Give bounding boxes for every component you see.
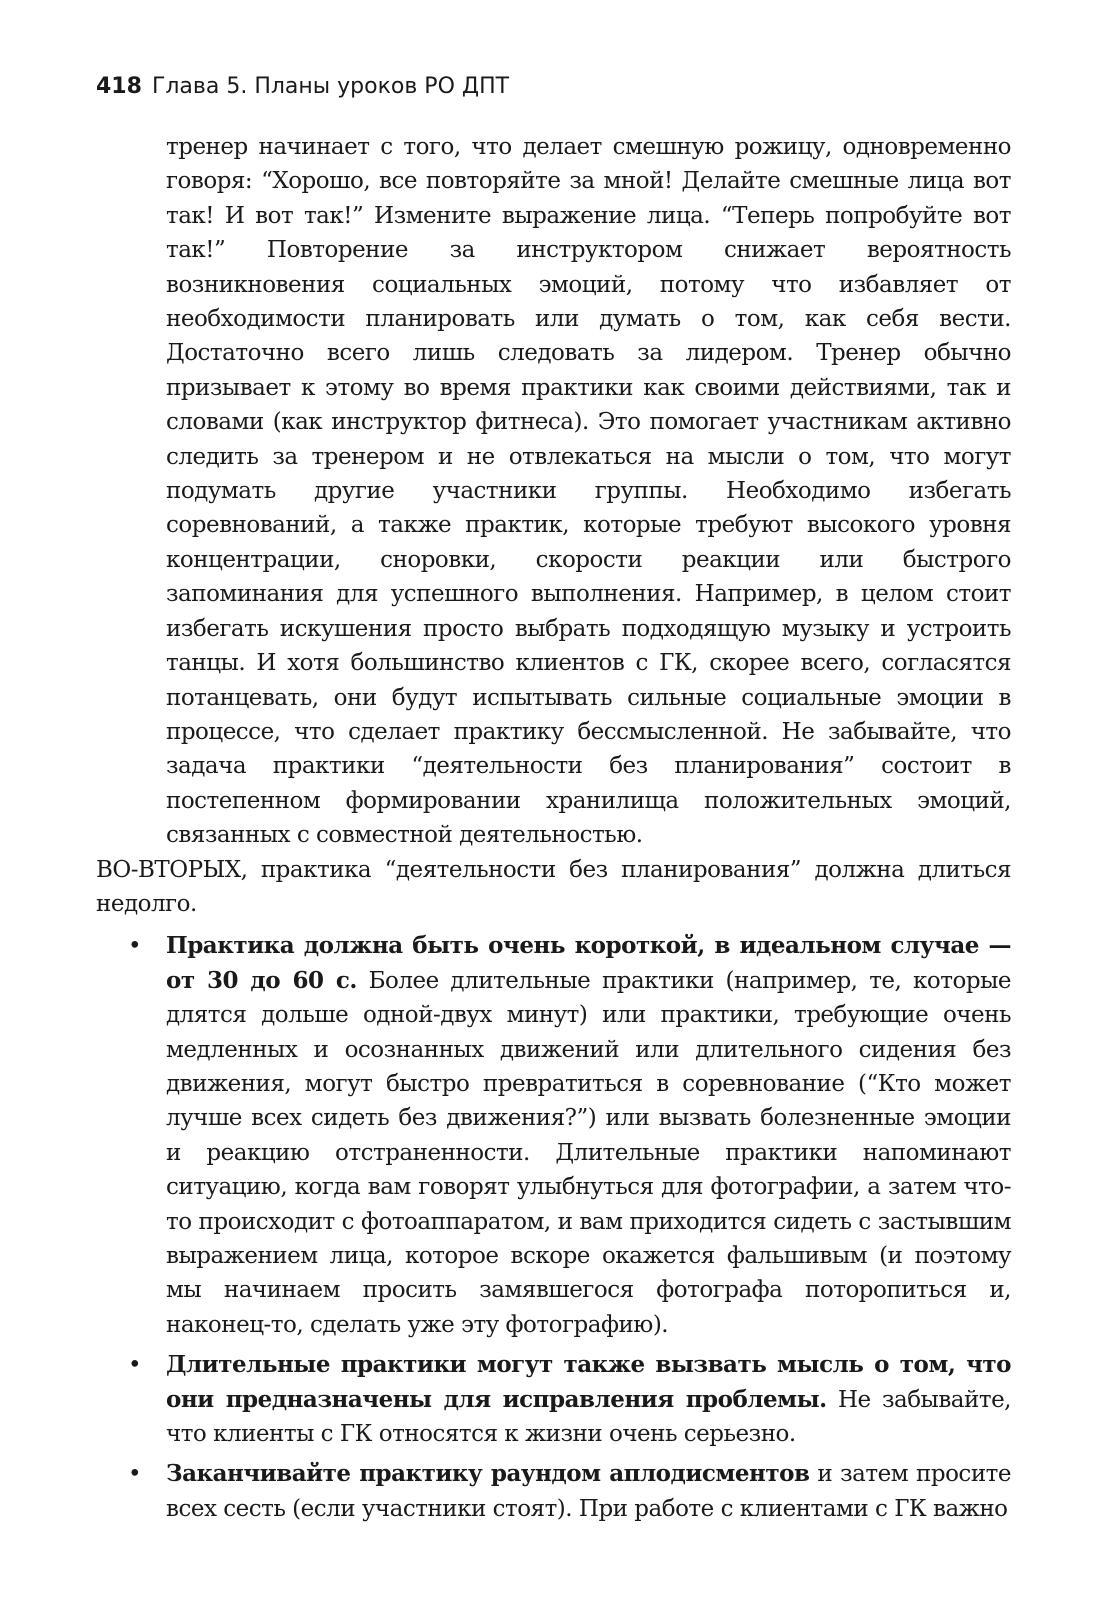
- bullet-lead-in: Длительные практики могут также вызвать мысль о том, что они предназначены для исправления проблемы.: [166, 1351, 1011, 1413]
- bullet-lead-in: Практика должна быть очень короткой, в идеальном случае — от 30 до 60 с.: [166, 932, 1011, 994]
- bullet-text: Более длительные практики (например, те, которые длятся дольше одной-двух минут) или практики, требующие очень медленных и осознанных движений или длительного сидения без движения, могут быстро превратиться в соревнование (“Кто может лучше всех сидеть без движения?”) или вызвать болезненные эмоции и реакцию отстраненности. Длительные практики напоминают ситуацию, когда вам говорят улыбнуться для фотографии, а затем что-то происходит с фотоаппаратом, и вам приходится сидеть с застывшим выражением лица, которое вскоре окажется фальшивым (и поэтому мы начинаем просить замявшегося фотографа поторопиться и, наконец-то, сделать уже эту фотографию).: [166, 967, 1011, 1338]
- paragraph-continued: тренер начинает с того, что делает смешную рожицу, одновременно говоря: “Хорошо, все повторяйте за мной! Делайте смешные лица вот так! И вот так!” Измените выражение лица. “Теперь попробуйте вот так!” Повторение за инструктором снижает вероятность возникновения социальных эмоций, потому что избавляет от необходимости планировать или думать о том, как себя вести. Достаточно всего лишь следовать за лидером. Тренер обычно призывает к этому во время практики как своими действиями, так и словами (как инструктор фитнеса). Это помогает участникам активно следить за тренером и не отвлекаться на мысли о том, что могут подумать другие участники группы. Необходимо избегать соревнований, а также практик, которые требуют высокого уровня концентрации, сноровки, скорости реакции или быстрого запоминания для успешного выполнения. Например, в целом стоит избегать искушения просто выбрать подходящую музыку и устроить танцы. И хотя большинство клиентов с ГК, скорее всего, согласятся потанцевать, они будут испытывать сильные социальные эмоции в процессе, что сделает практику бессмысленной. Не забывайте, что задача практики “деятельности без планирования” состоит в постепенном формировании хранилища положительных эмоций, связанных с совместной деятельностью.: [166, 134, 1011, 849]
- bullet-lead-in: Заканчивайте практику раундом аплодисментов: [166, 1460, 810, 1488]
- list-item: [128, 1457, 1011, 1526]
- bullet-icon: •: [128, 1461, 142, 1488]
- running-head: [96, 72, 509, 102]
- page-number: 418: [96, 74, 142, 99]
- list-item: [128, 1348, 1011, 1451]
- chapter-title: Глава 5. Планы уроков РО ДПТ: [151, 74, 510, 99]
- list-item: [128, 929, 1011, 1342]
- paragraph-secondly: ВО-ВТОРЫХ, практика “деятельности без планирования” должна длиться недолго.: [96, 856, 1011, 917]
- bullet-text: Не забывайте, что клиенты с ГК относятся к жизни очень серьезно.: [166, 1386, 1011, 1448]
- bullet-icon: •: [128, 1352, 142, 1379]
- bullet-icon: •: [128, 933, 142, 960]
- body-text: [96, 130, 1011, 1532]
- bullet-list: [96, 929, 1011, 1526]
- bullet-text: и затем просите всех сесть (если участники стоят). При работе с клиентами с ГК важно: [166, 1461, 1011, 1522]
